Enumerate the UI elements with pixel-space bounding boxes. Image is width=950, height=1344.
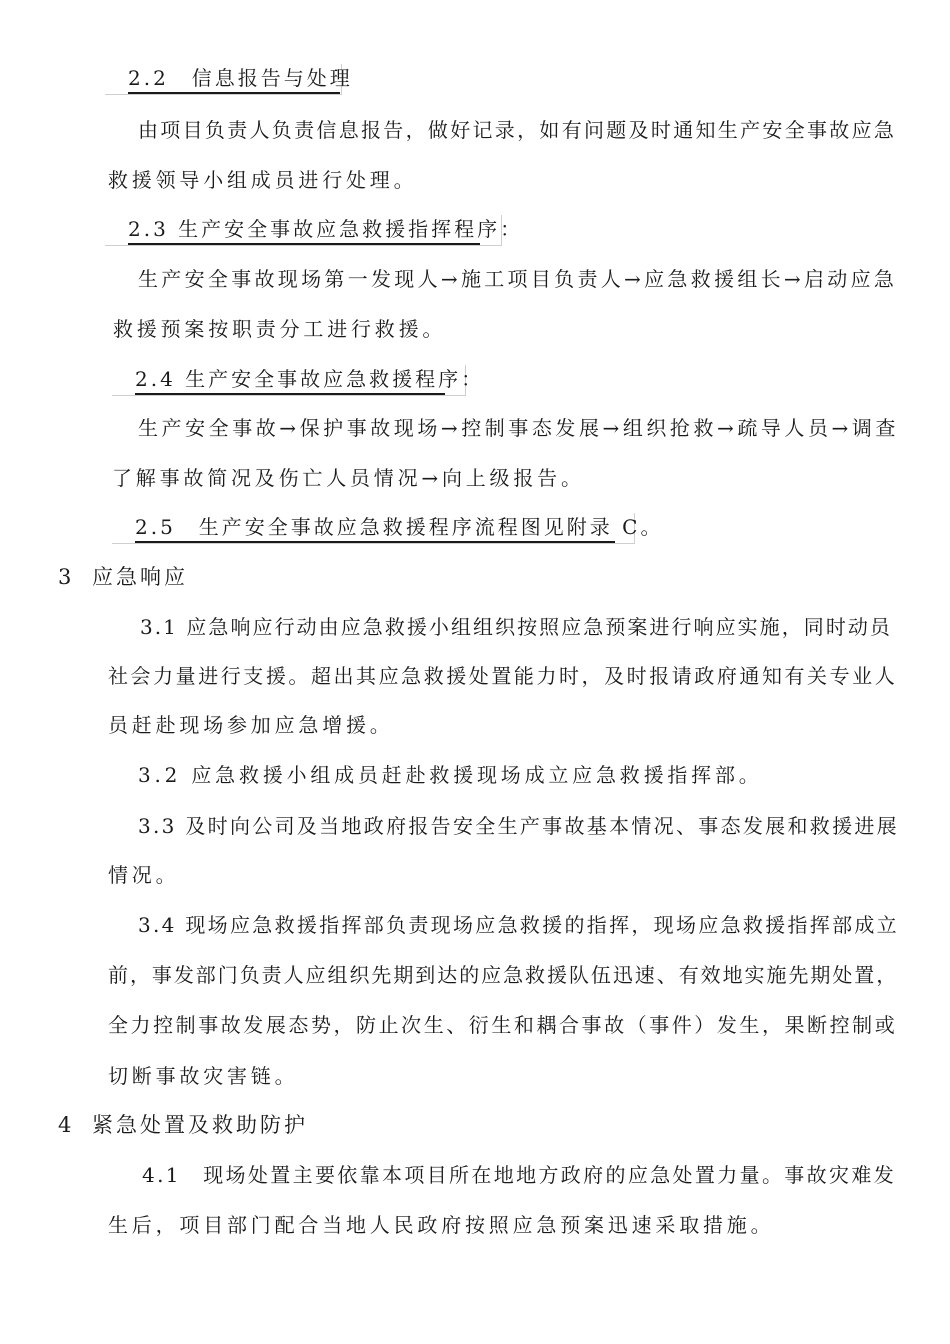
section-2-5-title: 2.5 生产安全事故应急救援程序流程图见附录 C。 [135,515,664,539]
section-3-4-line-2: 前，事发部门负责人应组织先期到达的应急救援队伍迅速、有效地实施先期处置， [108,963,899,987]
section-4-title: 紧急处置及救助防护 [92,1113,308,1137]
section-2-4-underline [135,393,445,395]
section-4-number: 4 [58,1113,75,1137]
section-3-number: 3 [58,565,75,589]
section-2-4-paragraph-line-1: 生产安全事故→保护事故现场→控制事态发展→组织抢救→疏导人员→调查 [138,416,899,440]
section-3-3-line-2: 情况。 [108,863,180,887]
section-3-4-line-3: 全力控制事故发展态势，防止次生、衍生和耦合事故（事件）发生，果断控制或 [108,1013,898,1037]
section-3-title: 应急响应 [92,565,188,589]
section-3-2-line-1: 3.2 应急救援小组成员赶赴救援现场成立应急救援指挥部。 [138,763,763,787]
section-2-3-paragraph-line-1: 生产安全事故现场第一发现人→施工项目负责人→应急救援组长→启动应急 [138,267,898,291]
section-3-1-line-3: 员赶赴现场参加应急增援。 [108,713,394,737]
section-2-4-paragraph-line-2: 了解事故简况及伤亡人员情况→向上级报告。 [112,466,585,490]
section-2-5-underline [135,541,615,543]
section-3-1-line-1: 3.1 应急响应行动由应急救援小组组织按照应急预案进行响应实施，同时动员 [140,615,892,639]
section-4-1-line-2: 生后，项目部门配合当地人民政府按照应急预案迅速采取措施。 [108,1213,775,1237]
section-2-2-underline [128,92,340,94]
section-3-1-line-2: 社会力量进行支援。超出其应急救援处置能力时，及时报请政府通知有关专业人 [108,664,898,688]
section-3-4-line-1: 3.4 现场应急救援指挥部负责现场应急救援的指挥，现场应急救援指挥部成立 [138,913,899,937]
section-4-heading [58,1111,308,1139]
section-2-3-title: 2.3 生产安全事故应急救援指挥程序： [128,217,524,241]
section-4-1-line-1: 4.1 现场处置主要依靠本项目所在地地方政府的应急处置力量。事故灾难发 [142,1163,897,1187]
section-3-4-line-4: 切断事故灾害链。 [108,1064,299,1088]
section-3-heading [58,563,188,591]
section-2-2-title: 2.2 信息报告与处理 [128,66,353,90]
section-2-2-paragraph-line-2: 救援领导小组成员进行处理。 [108,168,418,192]
section-3-3-line-1: 3.3 及时向公司及当地政府报告安全生产事故基本情况、事态发展和救援进展 [138,814,899,838]
section-2-3-underline [128,243,480,245]
section-2-2-paragraph-line-1: 由项目负责人负责信息报告，做好记录，如有问题及时通知生产安全事故应急 [138,118,897,142]
section-2-4-title: 2.4 生产安全事故应急救援程序： [135,367,485,391]
section-2-3-paragraph-line-2: 救援预案按职责分工进行救援。 [113,317,447,341]
